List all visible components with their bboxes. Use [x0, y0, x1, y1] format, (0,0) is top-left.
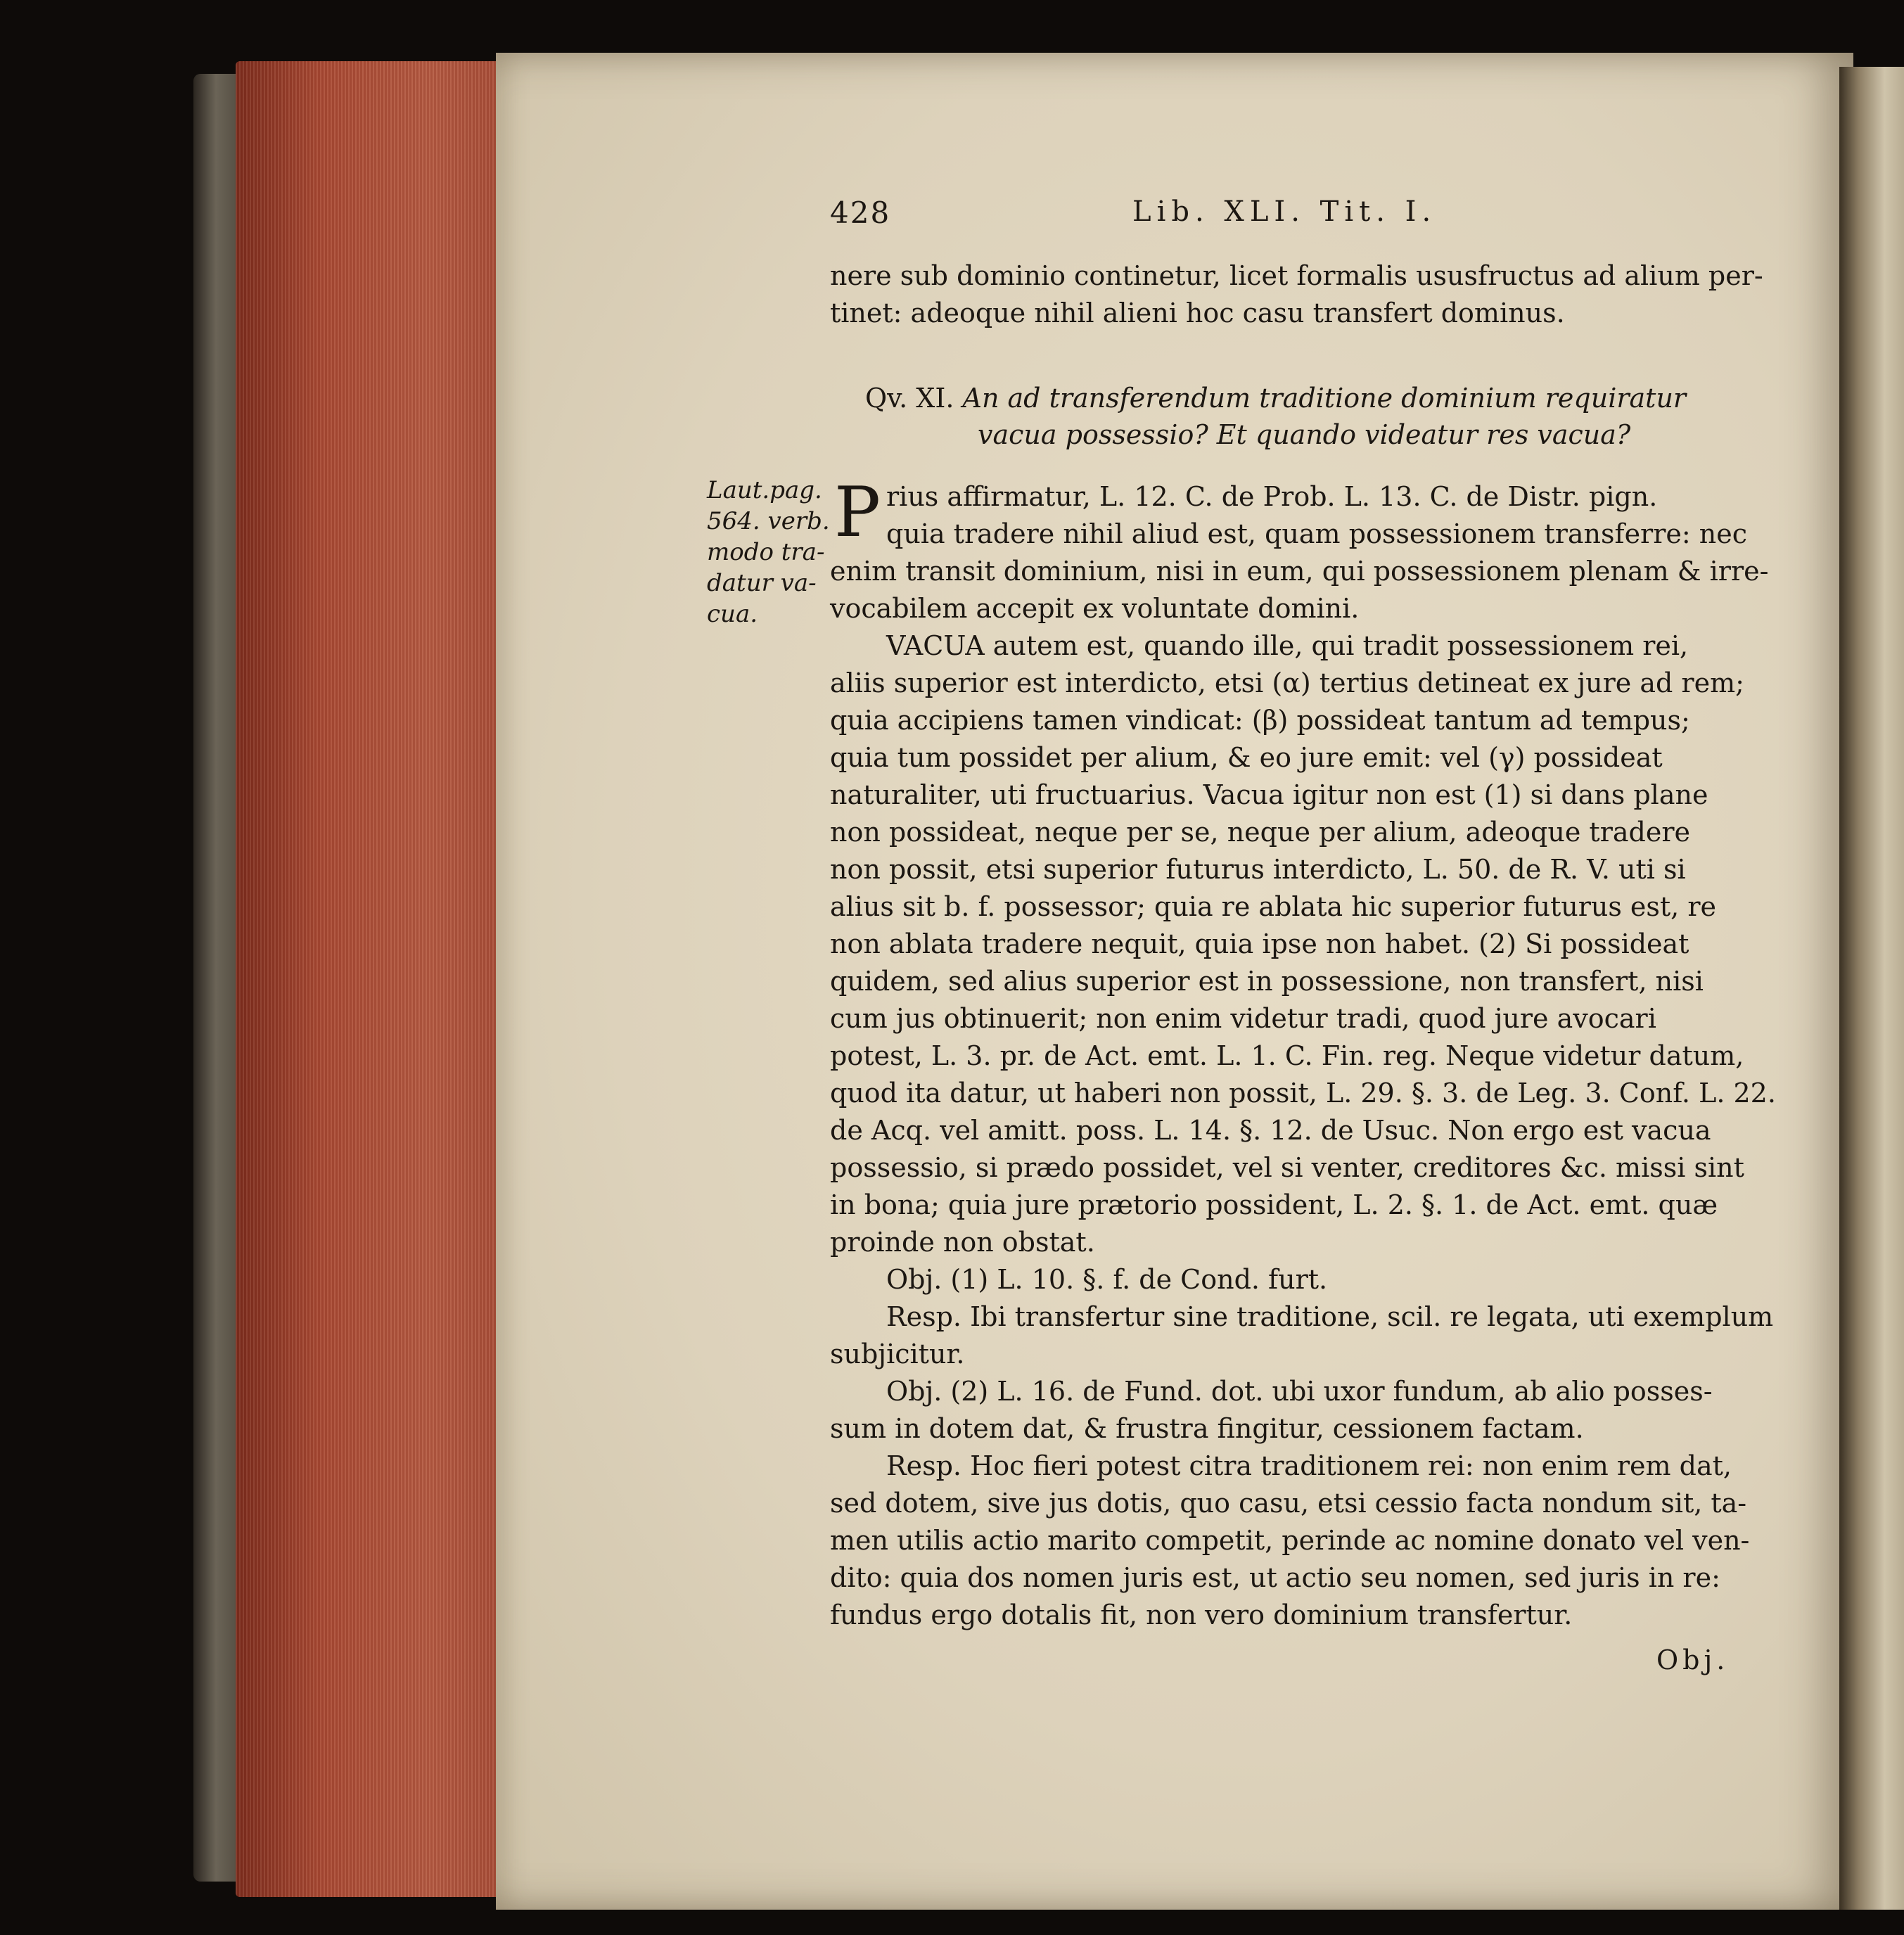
text-line: fundus ergo dotalis fit, non vero dominium transfertur.: [830, 1599, 1573, 1630]
text-line: Obj. (2) L. 16. de Fund. dot. ubi uxor fundum, ab alio posses-: [886, 1376, 1713, 1407]
catchword: Obj.: [1656, 1645, 1730, 1675]
marginal-line: datur va-: [707, 569, 817, 597]
text-line: subjicitur.: [830, 1339, 965, 1369]
question-label: Qv. XI.: [865, 383, 954, 414]
page-number: 428: [830, 196, 891, 230]
page-header: [830, 196, 1730, 231]
text-line: quia tradere nihil aliud est, quam possessionem transferre: nec: [886, 518, 1747, 549]
marginal-line: 564. verb.: [707, 507, 830, 535]
text-line: sum in dotem dat, & frustra fingitur, cessionem factam.: [830, 1413, 1584, 1444]
text-line: nere sub dominio continetur, licet formalis ususfructus ad alium per-: [830, 260, 1763, 291]
question-line-1: An ad transferendum traditione dominium requiratur: [962, 383, 1687, 414]
text-line: tinet: adeoque nihil alieni hoc casu transfert dominus.: [830, 298, 1565, 328]
marginal-line: Laut.pag.: [707, 476, 822, 504]
text-line: non ablata tradere nequit, quia ipse non habet. (2) Si possideat: [830, 928, 1689, 959]
text-line: Resp. Ibi transfertur sine traditione, scil. re legata, uti exemplum: [886, 1301, 1774, 1332]
text-line: quia accipiens tamen vindicat: (β) possideat tantum ad tempus;: [830, 705, 1690, 736]
marginal-line: cua.: [707, 600, 758, 628]
first-paragraph-cont: [830, 553, 1769, 627]
marginal-line: modo tra-: [707, 538, 825, 566]
text-line: de Acq. vel amitt. poss. L. 14. §. 12. de Usuc. Non ergo est vacua: [830, 1115, 1711, 1146]
text-line: quidem, sed alius superior est in possessione, non transfert, nisi: [830, 966, 1704, 997]
text-line: vocabilem accepit ex voluntate domini.: [830, 593, 1360, 624]
marginal-note: [707, 475, 830, 630]
text-line: non possideat, neque per se, neque per alium, adeoque tradere: [830, 817, 1690, 848]
text-line: men utilis actio marito competit, perinde ac nomine donato vel ven-: [830, 1525, 1750, 1556]
question-line-2: vacua possessio? Et quando videatur res vacua?: [978, 419, 1631, 450]
text-line: non possit, etsi superior futurus interdicto, L. 50. de R. V. uti si: [830, 854, 1686, 885]
text-line: in bona; quia jure prætorio possident, L. 2. §. 1. de Act. emt. quæ: [830, 1189, 1718, 1220]
question-heading: [865, 380, 1730, 453]
text-line: VACUA autem est, quando ille, qui tradit possessionem rei,: [886, 630, 1689, 661]
text-line: dito: quia dos nomen juris est, ut actio seu nomen, sed juris in re:: [830, 1562, 1720, 1593]
text-line: naturaliter, uti fructuarius. Vacua igitur non est (1) si dans plane: [830, 779, 1708, 810]
text-line: enim transit dominium, nisi in eum, qui possessionem plenam & irre-: [830, 556, 1769, 587]
text-line: alius sit b. f. possessor; quia re ablata hic superior futurus est, re: [830, 891, 1716, 922]
book-gutter: [1839, 67, 1904, 1910]
intro-paragraph: [830, 257, 1763, 332]
text-line: sed dotem, sive jus dotis, quo casu, etsi cessio facta nondum sit, ta-: [830, 1488, 1747, 1519]
text-line: Resp. Hoc fieri potest citra traditionem rei: non enim rem dat,: [886, 1450, 1732, 1481]
text-line: aliis superior est interdicto, etsi (α) tertius detineat ex jure ad rem;: [830, 668, 1744, 698]
objection-1: Obj. (1) L. 10. §. f. de Cond. furt.: [886, 1264, 1328, 1295]
text-line: potest, L. 3. pr. de Act. emt. L. 1. C. Fin. reg. Neque videtur datum,: [830, 1040, 1744, 1071]
main-paragraph: [830, 627, 1776, 1634]
drop-cap: P: [834, 473, 881, 553]
text-line: quod ita datur, ut haberi non possit, L. 29. §. 3. de Leg. 3. Conf. L. 22.: [830, 1078, 1776, 1109]
text-line: cum jus obtinuerit; non enim videtur tradi, quod jure avocari: [830, 1003, 1656, 1034]
running-title: Lib. XLI. Tit. I.: [1132, 196, 1437, 228]
first-paragraph: [886, 478, 1747, 553]
text-line: quia tum possidet per alium, & eo jure emit: vel (γ) possideat: [830, 742, 1663, 773]
text-line: rius affirmatur, L. 12. C. de Prob. L. 13. C. de Distr. pign.: [886, 481, 1658, 512]
text-line: proinde non obstat.: [830, 1227, 1095, 1258]
text-line: possessio, si prædo possidet, vel si venter, creditores &c. missi sint: [830, 1152, 1744, 1183]
